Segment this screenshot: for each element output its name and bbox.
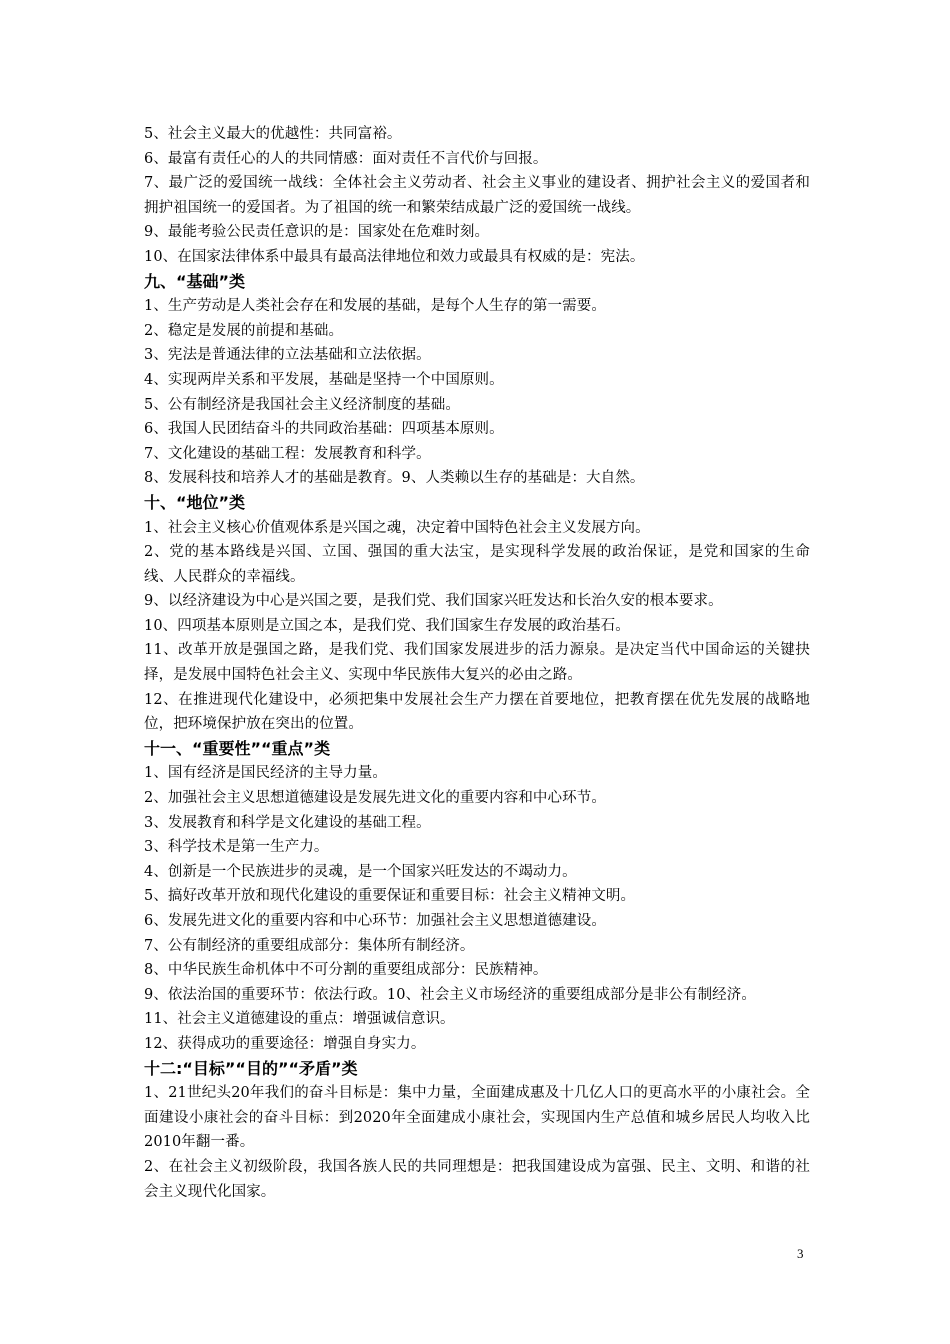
paragraph: 2、稳定是发展的前提和基础。 xyxy=(144,322,344,339)
paragraph: 9、依法治国的重要环节：依法行政。10、社会主义市场经济的重要组成部分是非公有制经济。 xyxy=(144,986,756,1003)
section-heading: 十二:“目标”“目的”“矛盾”类 xyxy=(144,1058,358,1078)
paragraph: 6、最富有责任心的人的共同情感：面对责任不言代价与回报。 xyxy=(144,150,548,167)
paragraph: 3、发展教育和科学是文化建设的基础工程。 xyxy=(144,814,431,831)
paragraph: 12、在推进现代化建设中，必须把集中发展社会生产力摆在首要地位，把教育摆在优先发展的战略地位，把环境保护放在突出的位置。 xyxy=(144,691,810,733)
section-heading: 九、“基础”类 xyxy=(144,271,246,291)
paragraph: 3、宪法是普通法律的立法基础和立法依据。 xyxy=(144,347,431,364)
paragraph: 1、21世纪头20年我们的奋斗目标是：集中力量，全面建成惠及十几亿人口的更高水平的小康社会。全面建设小康社会的奋斗目标：到2020年全面建成小康社会，实现国内生产总值和城乡居民人均收入比2010年翻一番。 xyxy=(144,1085,810,1151)
paragraph: 7、文化建设的基础工程：发展教育和科学。 xyxy=(144,445,431,462)
paragraph: 1、生产劳动是人类社会存在和发展的基础，是每个人生存的第一需要。 xyxy=(144,298,606,315)
paragraph: 2、党的基本路线是兴国、立国、强国的重大法宝，是实现科学发展的政治保证，是党和国家的生命线、人民群众的幸福线。 xyxy=(144,544,810,585)
paragraph: 8、发展科技和培养人才的基础是教育。9、人类赖以生存的基础是：大自然。 xyxy=(144,470,645,487)
paragraph: 11、社会主义道德建设的重点：增强诚信意识。 xyxy=(144,1011,455,1028)
document-body xyxy=(144,122,810,1204)
paragraph: 9、最能考验公民责任意识的是：国家处在危难时刻。 xyxy=(144,224,490,241)
paragraph: 6、我国人民团结奋斗的共同政治基础：四项基本原则。 xyxy=(144,421,504,438)
paragraph: 1、社会主义核心价值观体系是兴国之魂，决定着中国特色社会主义发展方向。 xyxy=(144,519,650,536)
paragraph: 5、公有制经济是我国社会主义经济制度的基础。 xyxy=(144,396,460,413)
paragraph: 9、以经济建设为中心是兴国之要，是我们党、我们国家兴旺发达和长治久安的根本要求。 xyxy=(144,593,723,610)
paragraph: 8、中华民族生命机体中不可分割的重要组成部分：民族精神。 xyxy=(144,962,548,979)
paragraph: 4、实现两岸关系和平发展，基础是坚持一个中国原则。 xyxy=(144,371,504,388)
section-heading: 十、“地位”类 xyxy=(144,492,246,512)
paragraph: 6、发展先进文化的重要内容和中心环节：加强社会主义思想道德建设。 xyxy=(144,913,606,929)
paragraph: 3、科学技术是第一生产力。 xyxy=(144,839,329,856)
paragraph: 5、社会主义最大的优越性：共同富裕。 xyxy=(144,126,402,142)
page-number: 3 xyxy=(797,1246,804,1261)
paragraph: 10、在国家法律体系中最具有最高法律地位和效力或最具有权威的是：宪法。 xyxy=(144,248,645,265)
paragraph: 2、在社会主义初级阶段，我国各族人民的共同理想是：把我国建设成为富强、民主、文明、和谐的社会主义现代化国家。 xyxy=(144,1158,810,1200)
paragraph: 7、公有制经济的重要组成部分：集体所有制经济。 xyxy=(144,937,475,954)
paragraph: 5、搞好改革开放和现代化建设的重要保证和重要目标：社会主义精神文明。 xyxy=(144,888,636,905)
section-heading: 十一、“重要性”“重点”类 xyxy=(144,738,331,758)
paragraph: 2、加强社会主义思想道德建设是发展先进文化的重要内容和中心环节。 xyxy=(144,790,606,807)
paragraph: 4、创新是一个民族进步的灵魂，是一个国家兴旺发达的不竭动力。 xyxy=(144,863,577,880)
paragraph: 10、四项基本原则是立国之本，是我们党、我们国家生存发展的政治基石。 xyxy=(144,617,630,634)
paragraph: 11、改革开放是强国之路，是我们党、我们国家发展进步的活力源泉。是决定当代中国命运的关键抉择，是发展中国特色社会主义、实现中华民族伟大复兴的必由之路。 xyxy=(144,642,810,684)
paragraph: 7、最广泛的爱国统一战线：全体社会主义劳动者、社会主义事业的建设者、拥护社会主义的爱国者和拥护祖国统一的爱国者。为了祖国的统一和繁荣结成最广泛的爱国统一战线。 xyxy=(144,175,810,216)
paragraph: 12、获得成功的重要途径：增强自身实力。 xyxy=(144,1035,426,1052)
paragraph: 1、国有经济是国民经济的主导力量。 xyxy=(144,765,387,782)
